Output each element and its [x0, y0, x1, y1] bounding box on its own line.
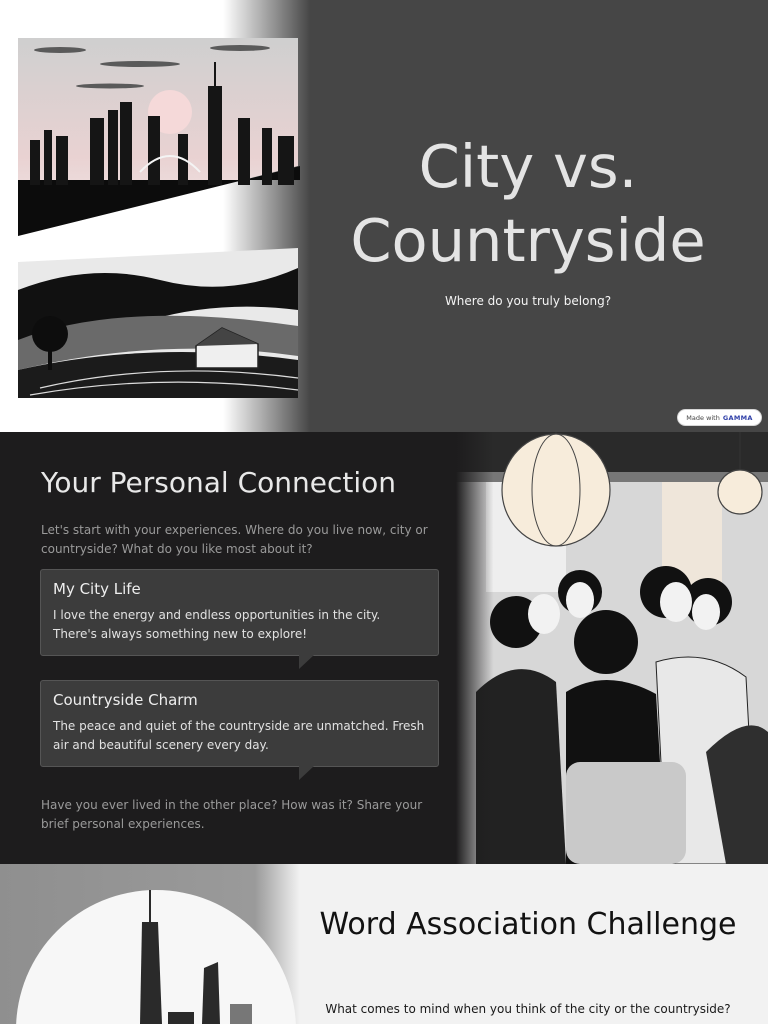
- card-title: Countryside Charm: [53, 691, 198, 709]
- badge-prefix: Made with: [686, 413, 720, 422]
- speech-card-city: [40, 569, 439, 656]
- word-association-slide: [0, 864, 768, 1024]
- card-body: The peace and quiet of the countryside are unmatched. Fresh air and beautiful scenery every day.: [53, 719, 425, 752]
- slide-title: Your Personal Connection: [41, 466, 397, 499]
- slide-subtitle: Where do you truly belong?: [444, 294, 612, 308]
- group-conversation-illustration: [456, 432, 768, 864]
- slide-title: Word Association Challenge: [319, 907, 737, 942]
- speech-tail: [299, 766, 314, 780]
- city-skyline-circle-illustration: [0, 864, 300, 1024]
- city-countryside-illustration: [0, 0, 310, 432]
- intro-text: Let's start with your experiences. Where do you live now, city or countryside? What do you like most about it?: [41, 523, 428, 556]
- card-body: I love the energy and endless opportunities in the city. There's always something new to explore!: [53, 608, 381, 641]
- made-with-gamma-badge[interactable]: [677, 409, 762, 426]
- card-title: My City Life: [53, 580, 141, 598]
- prompt-text: What comes to mind when you think of the city or the countryside?: [325, 1002, 731, 1016]
- outro-text: Have you ever lived in the other place? How was it? Share your brief personal experiences.: [41, 798, 423, 831]
- title-slide: [0, 0, 768, 432]
- slide-title: City vs. Countryside: [350, 132, 706, 275]
- speech-card-countryside: [40, 680, 439, 767]
- gamma-logo: GAMMA: [722, 413, 753, 422]
- speech-tail: [299, 655, 314, 669]
- personal-connection-slide: [0, 432, 768, 864]
